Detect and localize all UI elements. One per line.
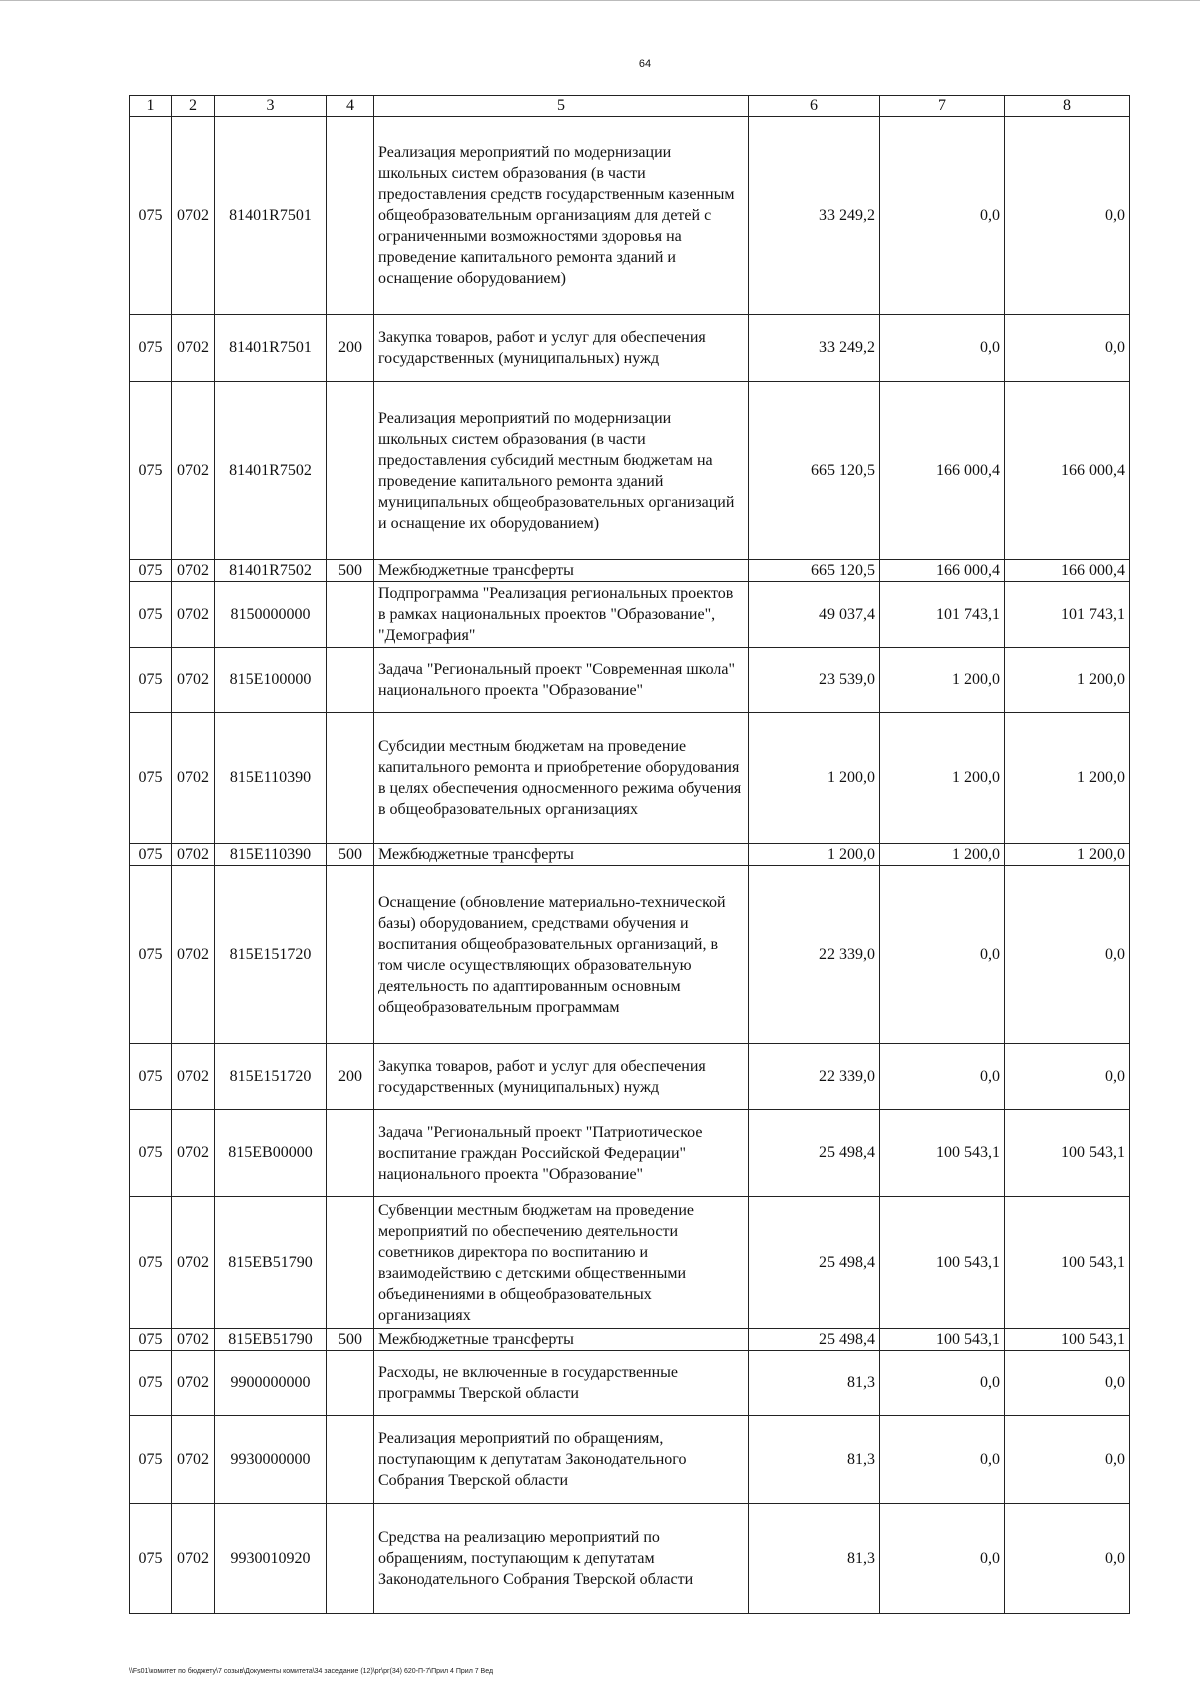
admin-code: 075 [130,648,172,713]
section-code: 0702 [172,1329,215,1351]
expense-type: 200 [327,315,374,382]
file-path-footer: \\Fs01\комитет по бюджету\7 созыв\Документы комитета\34 заседание (12)\рг\рг(34) 620-П-7\Прил 4 Прил 7 Вед [129,1668,494,1675]
scan-edge [0,0,1200,1]
page-number: 64 [638,58,652,70]
target-article: 815E110390 [215,713,327,844]
admin-code: 075 [130,1416,172,1504]
table-row [130,1416,1130,1504]
expense-type [327,1504,374,1614]
col-header-3: 3 [215,96,327,117]
section-code: 0702 [172,648,215,713]
description: Реализация мероприятий по обращениям, поступающим к депутатам Законодательного Собрания Тверской области [374,1416,749,1504]
table-row [130,866,1130,1044]
amount-col8: 0,0 [1005,1416,1130,1504]
target-article: 815E100000 [215,648,327,713]
amount-col6: 665 120,5 [749,560,880,582]
expense-type [327,117,374,315]
section-code: 0702 [172,1416,215,1504]
admin-code: 075 [130,713,172,844]
table-row [130,648,1130,713]
admin-code: 075 [130,560,172,582]
expense-type [327,1110,374,1197]
target-article: 81401R7502 [215,560,327,582]
col-header-5: 5 [374,96,749,117]
description: Закупка товаров, работ и услуг для обеспечения государственных (муниципальных) нужд [374,315,749,382]
amount-col6: 81,3 [749,1504,880,1614]
amount-col6: 25 498,4 [749,1329,880,1351]
amount-col7: 1 200,0 [880,713,1005,844]
amount-col8: 0,0 [1005,1351,1130,1416]
section-code: 0702 [172,1504,215,1614]
table-row [130,582,1130,648]
col-header-7: 7 [880,96,1005,117]
target-article: 815EB51790 [215,1197,327,1329]
amount-col6: 49 037,4 [749,582,880,648]
amount-col7: 100 543,1 [880,1110,1005,1197]
column-number-row [130,96,1130,117]
section-code: 0702 [172,560,215,582]
table-row [130,117,1130,315]
amount-col8: 1 200,0 [1005,844,1130,866]
description: Задача "Региональный проект "Современная школа" национального проекта "Образование" [374,648,749,713]
amount-col7: 1 200,0 [880,648,1005,713]
expense-type [327,1416,374,1504]
amount-col7: 101 743,1 [880,582,1005,648]
admin-code: 075 [130,315,172,382]
admin-code: 075 [130,1329,172,1351]
amount-col7: 0,0 [880,315,1005,382]
description: Реализация мероприятий по модернизации школьных систем образования (в части предоставления субсидий местным бюджетам на проведение капитального ремонта зданий муниципальных общеобразовательных организаций и оснащение их оборудованием) [374,382,749,560]
amount-col8: 0,0 [1005,117,1130,315]
admin-code: 075 [130,866,172,1044]
amount-col8: 100 543,1 [1005,1110,1130,1197]
description: Задача "Региональный проект "Патриотическое воспитание граждан Российской Федерации" национального проекта "Образование" [374,1110,749,1197]
expense-type [327,1197,374,1329]
amount-col6: 81,3 [749,1416,880,1504]
amount-col7: 100 543,1 [880,1197,1005,1329]
expense-type [327,648,374,713]
target-article: 9930010920 [215,1504,327,1614]
expense-type [327,866,374,1044]
description: Подпрограмма "Реализация региональных проектов в рамках национальных проектов "Образование", "Демография" [374,582,749,648]
amount-col6: 1 200,0 [749,844,880,866]
expense-type [327,582,374,648]
target-article: 9900000000 [215,1351,327,1416]
description: Межбюджетные трансферты [374,560,749,582]
amount-col7: 0,0 [880,866,1005,1044]
expense-type: 500 [327,1329,374,1351]
amount-col8: 0,0 [1005,1504,1130,1614]
target-article: 815E151720 [215,1044,327,1110]
section-code: 0702 [172,117,215,315]
section-code: 0702 [172,1351,215,1416]
amount-col6: 81,3 [749,1351,880,1416]
amount-col6: 1 200,0 [749,713,880,844]
amount-col7: 166 000,4 [880,560,1005,582]
amount-col8: 0,0 [1005,315,1130,382]
admin-code: 075 [130,1044,172,1110]
section-code: 0702 [172,582,215,648]
col-header-4: 4 [327,96,374,117]
admin-code: 075 [130,582,172,648]
table-row [130,382,1130,560]
amount-col8: 1 200,0 [1005,648,1130,713]
target-article: 815EB51790 [215,1329,327,1351]
table-row [130,560,1130,582]
target-article: 815E151720 [215,866,327,1044]
amount-col7: 166 000,4 [880,382,1005,560]
col-header-8: 8 [1005,96,1130,117]
target-article: 8150000000 [215,582,327,648]
amount-col8: 0,0 [1005,866,1130,1044]
amount-col7: 0,0 [880,1044,1005,1110]
amount-col6: 33 249,2 [749,117,880,315]
amount-col7: 0,0 [880,1351,1005,1416]
description: Расходы, не включенные в государственные программы Тверской области [374,1351,749,1416]
section-code: 0702 [172,382,215,560]
description: Субвенции местным бюджетам на проведение мероприятий по обеспечению деятельности советников директора по воспитанию и взаимодействию с детскими общественными объединениями в общеобразовательных организациях [374,1197,749,1329]
description: Оснащение (обновление материально-технической базы) оборудованием, средствами обучения и воспитания общеобразовательных организаций, в том числе осуществляющих образовательную деятельность по адаптированным основным общеобразовательным программам [374,866,749,1044]
expense-type: 200 [327,1044,374,1110]
table-row [130,1351,1130,1416]
table-row [130,1044,1130,1110]
section-code: 0702 [172,1110,215,1197]
target-article: 81401R7502 [215,382,327,560]
col-header-1: 1 [130,96,172,117]
amount-col6: 665 120,5 [749,382,880,560]
description: Межбюджетные трансферты [374,1329,749,1351]
target-article: 81401R7501 [215,117,327,315]
amount-col6: 22 339,0 [749,1044,880,1110]
admin-code: 075 [130,117,172,315]
col-header-2: 2 [172,96,215,117]
description: Реализация мероприятий по модернизации школьных систем образования (в части предоставления средств государственным казенным общеобразовательным организациям для детей с ограниченными возможностями здоровья на проведение капитального ремонта зданий и оснащение оборудованием) [374,117,749,315]
amount-col6: 33 249,2 [749,315,880,382]
target-article: 815E110390 [215,844,327,866]
amount-col8: 1 200,0 [1005,713,1130,844]
amount-col8: 100 543,1 [1005,1329,1130,1351]
amount-col8: 166 000,4 [1005,382,1130,560]
amount-col8: 100 543,1 [1005,1197,1130,1329]
amount-col7: 0,0 [880,117,1005,315]
amount-col7: 0,0 [880,1504,1005,1614]
expense-type [327,713,374,844]
table-row [130,844,1130,866]
table-row [130,315,1130,382]
admin-code: 075 [130,1504,172,1614]
description: Средства на реализацию мероприятий по обращениям, поступающим к депутатам Законодательного Собрания Тверской области [374,1504,749,1614]
expense-type [327,1351,374,1416]
amount-col8: 101 743,1 [1005,582,1130,648]
section-code: 0702 [172,315,215,382]
target-article: 81401R7501 [215,315,327,382]
section-code: 0702 [172,713,215,844]
admin-code: 075 [130,1110,172,1197]
admin-code: 075 [130,844,172,866]
amount-col7: 0,0 [880,1416,1005,1504]
admin-code: 075 [130,1197,172,1329]
table-row [130,713,1130,844]
target-article: 9930000000 [215,1416,327,1504]
amount-col7: 100 543,1 [880,1329,1005,1351]
col-header-6: 6 [749,96,880,117]
description: Межбюджетные трансферты [374,844,749,866]
section-code: 0702 [172,866,215,1044]
description: Субсидии местным бюджетам на проведение капитального ремонта и приобретение оборудования в целях обеспечения односменного режима обучения в общеобразовательных организациях [374,713,749,844]
admin-code: 075 [130,1351,172,1416]
amount-col8: 166 000,4 [1005,560,1130,582]
admin-code: 075 [130,382,172,560]
amount-col8: 0,0 [1005,1044,1130,1110]
table-row [130,1197,1130,1329]
budget-table [129,95,1130,1614]
section-code: 0702 [172,1044,215,1110]
amount-col7: 1 200,0 [880,844,1005,866]
section-code: 0702 [172,844,215,866]
amount-col6: 25 498,4 [749,1197,880,1329]
expense-type: 500 [327,844,374,866]
table-row [130,1110,1130,1197]
amount-col6: 22 339,0 [749,866,880,1044]
target-article: 815EB00000 [215,1110,327,1197]
amount-col6: 23 539,0 [749,648,880,713]
section-code: 0702 [172,1197,215,1329]
table-row [130,1504,1130,1614]
description: Закупка товаров, работ и услуг для обеспечения государственных (муниципальных) нужд [374,1044,749,1110]
table-row [130,1329,1130,1351]
amount-col6: 25 498,4 [749,1110,880,1197]
expense-type [327,382,374,560]
expense-type: 500 [327,560,374,582]
